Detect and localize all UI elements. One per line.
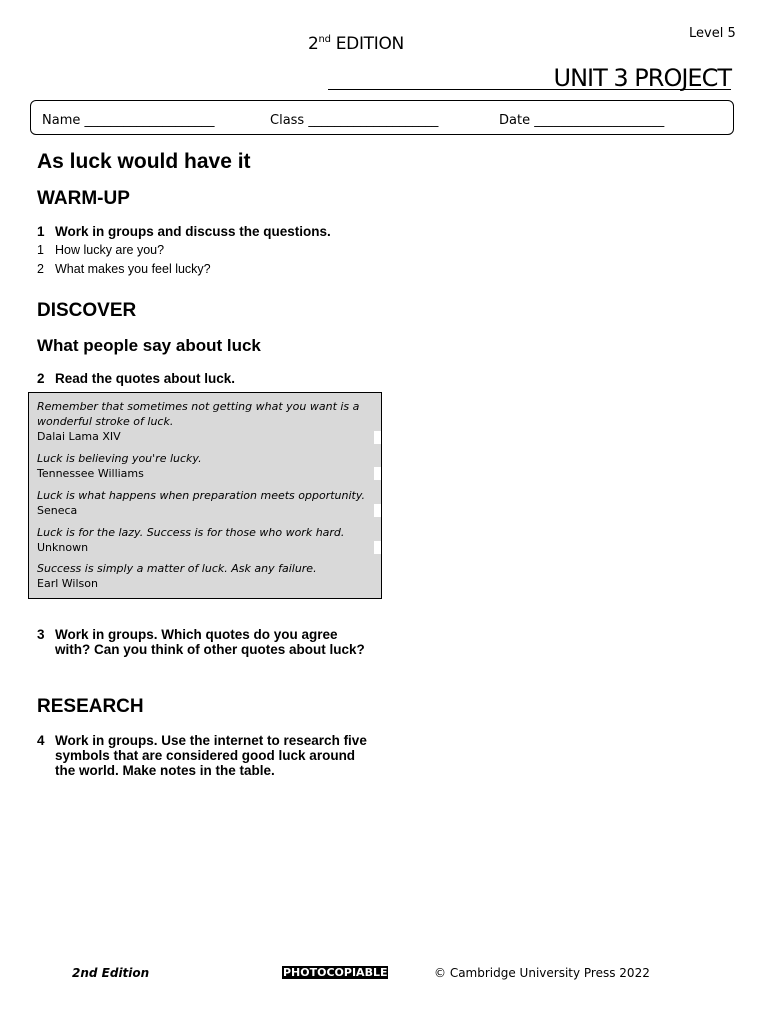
page-title: As luck would have it [37, 150, 251, 173]
list-item [37, 243, 377, 259]
edition-label [308, 34, 404, 54]
quote-author: Seneca [37, 504, 78, 517]
quote-item [37, 561, 377, 591]
quote-text: Success is simply a matter of luck. Ask any failure. [37, 562, 317, 575]
discover-heading: DISCOVER [37, 300, 137, 321]
task-4 [37, 733, 377, 781]
question-text: What makes you feel lucky? [55, 262, 211, 276]
edition-text: EDITION [330, 34, 404, 54]
footer-copyright: © Cambridge University Press 2022 [434, 966, 650, 980]
task-2 [37, 371, 377, 387]
task-3-text: Work in groups. Which quotes do you agree with? Can you think of other quotes about luck? [55, 627, 365, 657]
quote-author: Tennessee Williams [37, 467, 144, 480]
name-field[interactable]: Name ____________________ [42, 113, 215, 128]
quote-item [37, 488, 377, 518]
task-1-number: 1 [37, 224, 45, 239]
task-2-text: Read the quotes about luck. [55, 371, 236, 386]
footer-edition: 2nd Edition [72, 966, 150, 980]
task-1-text: Work in groups and discuss the questions. [55, 224, 331, 239]
quote-item [37, 451, 377, 481]
quote-text: Luck is for the lazy. Success is for those who work hard. [37, 526, 345, 539]
quote-text: Remember that sometimes not getting what you want is a wonderful stroke of luck. [37, 400, 360, 428]
quote-author: Earl Wilson [37, 577, 98, 590]
discover-subheading: What people say about luck [37, 336, 261, 355]
box-notch [374, 504, 381, 517]
quote-author: Unknown [37, 541, 89, 554]
date-field[interactable]: Date ____________________ [499, 113, 665, 128]
quote-text: Luck is what happens when preparation meets opportunity. [37, 489, 366, 502]
quote-text: Luck is believing you're lucky. [37, 452, 202, 465]
list-item [37, 262, 377, 278]
edition-number: 2 [308, 34, 319, 54]
edition-suffix: nd [318, 34, 331, 45]
quotes-box [28, 392, 382, 599]
unit-title: UNIT 3 PROJECT [553, 64, 731, 92]
photocopiable-badge: PHOTOCOPIABLE [283, 966, 388, 979]
task-4-number: 4 [37, 733, 45, 748]
level-label: Level 5 [689, 26, 736, 41]
task-4-text: Work in groups. Use the internet to research five symbols that are considered good luck around the world. Make notes in the table. [55, 733, 367, 778]
warmup-heading: WARM-UP [37, 188, 130, 209]
research-heading: RESEARCH [37, 696, 144, 717]
box-notch [374, 431, 381, 444]
quote-item [37, 525, 377, 555]
task-3 [37, 627, 377, 675]
question-number: 2 [37, 262, 44, 276]
box-notch [374, 467, 381, 480]
box-notch [374, 541, 381, 554]
task-2-number: 2 [37, 371, 45, 386]
task-1 [37, 224, 377, 240]
quote-item [37, 399, 377, 444]
question-number: 1 [37, 243, 44, 257]
question-text: How lucky are you? [55, 243, 165, 257]
class-field[interactable]: Class ____________________ [270, 113, 439, 128]
quote-author: Dalai Lama XIV [37, 430, 121, 443]
student-info-box [30, 100, 734, 135]
task-3-number: 3 [37, 627, 45, 642]
